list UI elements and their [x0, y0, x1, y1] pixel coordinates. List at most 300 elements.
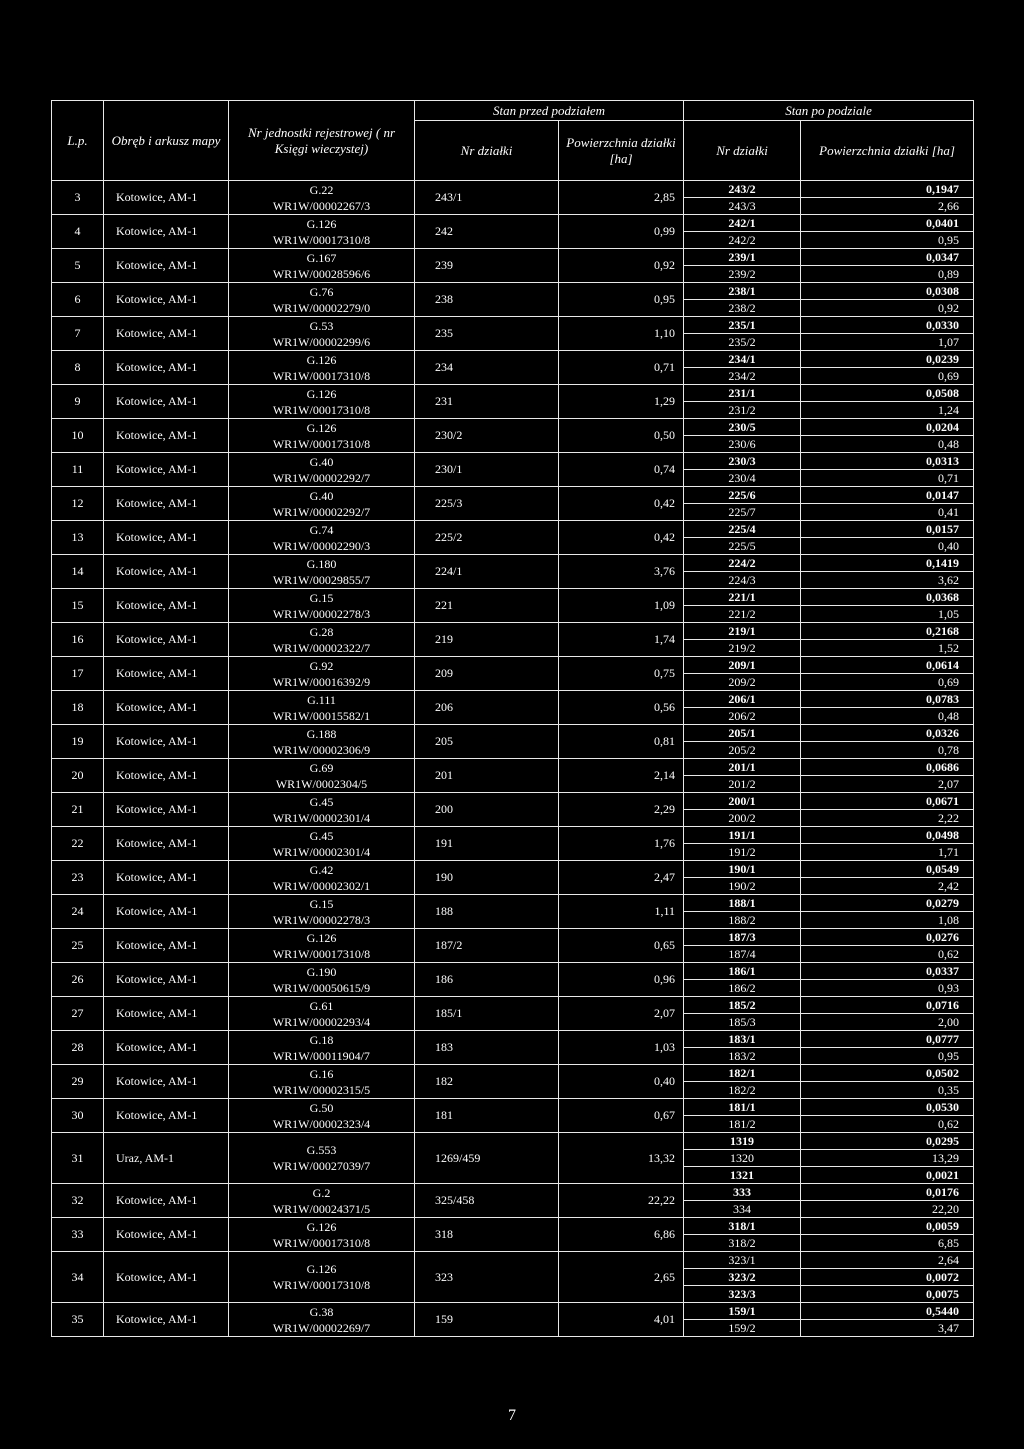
- row-lp: 19: [52, 725, 104, 759]
- row-powierzchnia: 2,29: [559, 793, 684, 827]
- row-jednostka: [229, 929, 415, 963]
- row-obreb: Kotowice, AM-1: [104, 419, 229, 453]
- after-nr-dzialki: 191/2: [684, 844, 801, 861]
- after-powierzchnia: 0,0075: [801, 1286, 974, 1303]
- row-obreb: Kotowice, AM-1: [104, 623, 229, 657]
- ksiega-wieczysta: WR1W/00017310/8: [272, 436, 371, 451]
- after-powierzchnia: 3,47: [801, 1320, 974, 1337]
- row-nr-dzialki: 234: [415, 351, 559, 385]
- row-obreb: Kotowice, AM-1: [104, 895, 229, 929]
- row-nr-dzialki: 235: [415, 317, 559, 351]
- after-nr-dzialki: 239/2: [684, 266, 801, 283]
- row-lp: 34: [52, 1252, 104, 1303]
- after-powierzchnia: 0,0368: [801, 589, 974, 606]
- row-lp: 15: [52, 589, 104, 623]
- ksiega-wieczysta: WR1W/00028596/6: [272, 266, 371, 281]
- ksiega-wieczysta: WR1W/00002293/4: [272, 1014, 371, 1029]
- after-nr-dzialki: 231/2: [684, 402, 801, 419]
- after-nr-dzialki: 201/2: [684, 776, 801, 793]
- after-powierzchnia: 0,0308: [801, 283, 974, 300]
- table-row: [52, 317, 974, 334]
- jednostka-number: G.38: [309, 1304, 334, 1319]
- ksiega-wieczysta: WR1W/00002301/4: [272, 810, 371, 825]
- table-row: [52, 555, 974, 572]
- after-powierzchnia: 0,69: [801, 368, 974, 385]
- row-jednostka: [229, 963, 415, 997]
- after-powierzchnia: 0,0508: [801, 385, 974, 402]
- after-powierzchnia: 0,0239: [801, 351, 974, 368]
- row-obreb: Kotowice, AM-1: [104, 249, 229, 283]
- row-obreb: Kotowice, AM-1: [104, 453, 229, 487]
- row-lp: 11: [52, 453, 104, 487]
- after-powierzchnia: 0,95: [801, 1048, 974, 1065]
- ksiega-wieczysta: WR1W/00017310/8: [272, 1278, 371, 1292]
- after-powierzchnia: 0,0401: [801, 215, 974, 232]
- row-jednostka: [229, 1218, 415, 1252]
- jednostka-number: G.50: [309, 1100, 334, 1115]
- row-nr-dzialki: 323: [415, 1252, 559, 1303]
- after-powierzchnia: 0,48: [801, 708, 974, 725]
- row-powierzchnia: 2,14: [559, 759, 684, 793]
- row-nr-dzialki: 224/1: [415, 555, 559, 589]
- after-nr-dzialki: 200/1: [684, 793, 801, 810]
- after-powierzchnia: 0,0671: [801, 793, 974, 810]
- row-lp: 27: [52, 997, 104, 1031]
- jednostka-number: G.18: [309, 1032, 334, 1047]
- after-powierzchnia: 0,62: [801, 1116, 974, 1133]
- after-powierzchnia: 2,64: [801, 1252, 974, 1269]
- row-obreb: Kotowice, AM-1: [104, 657, 229, 691]
- row-powierzchnia: 4,01: [559, 1303, 684, 1337]
- ksiega-wieczysta: WR1W/00002279/0: [272, 300, 371, 315]
- row-jednostka: [229, 623, 415, 657]
- row-powierzchnia: 1,11: [559, 895, 684, 929]
- after-powierzchnia: 0,0295: [801, 1133, 974, 1150]
- row-lp: 9: [52, 385, 104, 419]
- row-powierzchnia: 0,42: [559, 521, 684, 555]
- ksiega-wieczysta: WR1W/00017310/8: [272, 402, 371, 417]
- row-nr-dzialki: 182: [415, 1065, 559, 1099]
- jednostka-number: G.76: [309, 284, 334, 299]
- after-powierzchnia: 0,0777: [801, 1031, 974, 1048]
- after-nr-dzialki: 206/1: [684, 691, 801, 708]
- row-lp: 4: [52, 215, 104, 249]
- row-lp: 17: [52, 657, 104, 691]
- ksiega-wieczysta: WR1W/00002302/1: [272, 878, 371, 893]
- row-powierzchnia: 0,92: [559, 249, 684, 283]
- after-powierzchnia: 0,1947: [801, 181, 974, 198]
- row-obreb: Kotowice, AM-1: [104, 861, 229, 895]
- table-row: [52, 283, 974, 300]
- after-nr-dzialki: 159/1: [684, 1303, 801, 1320]
- row-lp: 22: [52, 827, 104, 861]
- ksiega-wieczysta: WR1W/00017310/8: [272, 1235, 371, 1250]
- row-lp: 23: [52, 861, 104, 895]
- row-powierzchnia: 22,22: [559, 1184, 684, 1218]
- header-nr-dzialki: Nr działki: [415, 121, 559, 181]
- row-jednostka: [229, 181, 415, 215]
- after-nr-dzialki: 242/2: [684, 232, 801, 249]
- row-powierzchnia: 1,76: [559, 827, 684, 861]
- row-nr-dzialki: 231: [415, 385, 559, 419]
- after-nr-dzialki: 181/2: [684, 1116, 801, 1133]
- after-nr-dzialki: 234/2: [684, 368, 801, 385]
- header-nr-dzialki-po: Nr działki: [684, 121, 801, 181]
- after-nr-dzialki: 182/2: [684, 1082, 801, 1099]
- row-lp: 16: [52, 623, 104, 657]
- row-jednostka: [229, 691, 415, 725]
- jednostka-number: G.111: [307, 692, 336, 707]
- after-nr-dzialki: 209/1: [684, 657, 801, 674]
- after-nr-dzialki: 159/2: [684, 1320, 801, 1337]
- row-nr-dzialki: 318: [415, 1218, 559, 1252]
- jednostka-number: G.126: [306, 216, 337, 231]
- row-nr-dzialki: 243/1: [415, 181, 559, 215]
- row-jednostka: [229, 827, 415, 861]
- row-powierzchnia: 0,74: [559, 453, 684, 487]
- row-jednostka: [229, 1252, 415, 1303]
- after-nr-dzialki: 205/1: [684, 725, 801, 742]
- jednostka-number: G.126: [306, 930, 337, 945]
- table-row: [52, 351, 974, 368]
- after-powierzchnia: 2,00: [801, 1014, 974, 1031]
- jednostka-number: G.69: [309, 760, 334, 775]
- after-powierzchnia: 0,0614: [801, 657, 974, 674]
- after-powierzchnia: 0,0157: [801, 521, 974, 538]
- after-nr-dzialki: 224/2: [684, 555, 801, 572]
- row-jednostka: [229, 895, 415, 929]
- after-nr-dzialki: 334: [684, 1201, 801, 1218]
- row-nr-dzialki: 238: [415, 283, 559, 317]
- after-nr-dzialki: 230/5: [684, 419, 801, 436]
- jednostka-number: G.190: [306, 964, 337, 979]
- row-jednostka: [229, 351, 415, 385]
- row-jednostka: [229, 725, 415, 759]
- row-lp: 6: [52, 283, 104, 317]
- row-obreb: Kotowice, AM-1: [104, 555, 229, 589]
- after-nr-dzialki: 243/2: [684, 181, 801, 198]
- table-body: [52, 181, 974, 1337]
- row-nr-dzialki: 191: [415, 827, 559, 861]
- after-nr-dzialki: 206/2: [684, 708, 801, 725]
- row-lp: 13: [52, 521, 104, 555]
- jednostka-number: G.42: [309, 862, 334, 877]
- after-nr-dzialki: 242/1: [684, 215, 801, 232]
- ksiega-wieczysta: WR1W/00029855/7: [272, 572, 371, 587]
- after-nr-dzialki: 235/2: [684, 334, 801, 351]
- after-nr-dzialki: 225/7: [684, 504, 801, 521]
- row-nr-dzialki: 205: [415, 725, 559, 759]
- after-powierzchnia: 1,08: [801, 912, 974, 929]
- row-nr-dzialki: 188: [415, 895, 559, 929]
- jednostka-number: G.40: [309, 454, 334, 469]
- table-row: [52, 793, 974, 810]
- after-powierzchnia: 0,0072: [801, 1269, 974, 1286]
- after-nr-dzialki: 1321: [684, 1167, 801, 1184]
- ksiega-wieczysta: WR1W/00050615/9: [272, 980, 371, 995]
- after-nr-dzialki: 234/1: [684, 351, 801, 368]
- row-nr-dzialki: 159: [415, 1303, 559, 1337]
- table-row: [52, 1133, 974, 1150]
- after-powierzchnia: 0,0686: [801, 759, 974, 776]
- parcel-division-table: [51, 100, 974, 1337]
- row-jednostka: [229, 215, 415, 249]
- row-jednostka: [229, 317, 415, 351]
- after-powierzchnia: 2,07: [801, 776, 974, 793]
- row-obreb: Kotowice, AM-1: [104, 385, 229, 419]
- jednostka-number: G.74: [309, 522, 334, 537]
- jednostka-number: G.45: [309, 794, 334, 809]
- after-powierzchnia: 0,0337: [801, 963, 974, 980]
- row-lp: 21: [52, 793, 104, 827]
- row-obreb: Kotowice, AM-1: [104, 725, 229, 759]
- after-nr-dzialki: 221/1: [684, 589, 801, 606]
- after-powierzchnia: 0,1419: [801, 555, 974, 572]
- row-powierzchnia: 2,65: [559, 1252, 684, 1303]
- row-obreb: Uraz, AM-1: [104, 1133, 229, 1184]
- ksiega-wieczysta: WR1W/00024371/5: [272, 1201, 371, 1216]
- after-nr-dzialki: 225/4: [684, 521, 801, 538]
- after-powierzchnia: 0,0502: [801, 1065, 974, 1082]
- after-nr-dzialki: 219/1: [684, 623, 801, 640]
- after-powierzchnia: 0,93: [801, 980, 974, 997]
- after-nr-dzialki: 191/1: [684, 827, 801, 844]
- ksiega-wieczysta: WR1W/00002315/5: [272, 1082, 371, 1097]
- jednostka-number: G.126: [306, 386, 337, 401]
- row-nr-dzialki: 225/2: [415, 521, 559, 555]
- row-lp: 24: [52, 895, 104, 929]
- jednostka-number: G.61: [309, 998, 334, 1013]
- row-obreb: Kotowice, AM-1: [104, 521, 229, 555]
- after-powierzchnia: 0,5440: [801, 1303, 974, 1320]
- after-powierzchnia: 1,24: [801, 402, 974, 419]
- after-powierzchnia: 2,66: [801, 198, 974, 215]
- after-powierzchnia: 1,05: [801, 606, 974, 623]
- row-nr-dzialki: 183: [415, 1031, 559, 1065]
- row-lp: 5: [52, 249, 104, 283]
- row-nr-dzialki: 242: [415, 215, 559, 249]
- row-obreb: Kotowice, AM-1: [104, 691, 229, 725]
- row-nr-dzialki: 185/1: [415, 997, 559, 1031]
- jednostka-number: G.167: [306, 250, 337, 265]
- row-nr-dzialki: 200: [415, 793, 559, 827]
- row-obreb: Kotowice, AM-1: [104, 1218, 229, 1252]
- row-powierzchnia: 1,10: [559, 317, 684, 351]
- table-row: [52, 1065, 974, 1082]
- after-nr-dzialki: 231/1: [684, 385, 801, 402]
- after-nr-dzialki: 1319: [684, 1133, 801, 1150]
- header-stan-przed: Stan przed podziałem: [415, 101, 684, 121]
- row-obreb: Kotowice, AM-1: [104, 487, 229, 521]
- after-powierzchnia: 0,0176: [801, 1184, 974, 1201]
- table-row: [52, 657, 974, 674]
- after-nr-dzialki: 224/3: [684, 572, 801, 589]
- row-powierzchnia: 0,75: [559, 657, 684, 691]
- after-powierzchnia: 3,62: [801, 572, 974, 589]
- jednostka-number: G.92: [309, 658, 334, 673]
- jednostka-number: G.126: [306, 1219, 337, 1234]
- jednostka-number: G.2: [312, 1185, 331, 1200]
- ksiega-wieczysta: WR1W/00011904/7: [273, 1048, 370, 1063]
- after-nr-dzialki: 187/4: [684, 946, 801, 963]
- after-nr-dzialki: 200/2: [684, 810, 801, 827]
- row-obreb: Kotowice, AM-1: [104, 283, 229, 317]
- after-powierzchnia: 22,20: [801, 1201, 974, 1218]
- row-nr-dzialki: 219: [415, 623, 559, 657]
- after-powierzchnia: 0,92: [801, 300, 974, 317]
- row-lp: 30: [52, 1099, 104, 1133]
- after-nr-dzialki: 230/3: [684, 453, 801, 470]
- table-row: [52, 623, 974, 640]
- ksiega-wieczysta: WR1W/00017310/8: [272, 232, 371, 247]
- table-row: [52, 419, 974, 436]
- after-powierzchnia: 0,0330: [801, 317, 974, 334]
- row-obreb: Kotowice, AM-1: [104, 1184, 229, 1218]
- row-powierzchnia: 6,86: [559, 1218, 684, 1252]
- row-powierzchnia: 1,09: [559, 589, 684, 623]
- after-powierzchnia: 0,95: [801, 232, 974, 249]
- table-row: [52, 215, 974, 232]
- row-jednostka: [229, 555, 415, 589]
- row-powierzchnia: 0,67: [559, 1099, 684, 1133]
- row-lp: 10: [52, 419, 104, 453]
- after-nr-dzialki: 185/3: [684, 1014, 801, 1031]
- after-nr-dzialki: 225/5: [684, 538, 801, 555]
- row-jednostka: [229, 861, 415, 895]
- after-nr-dzialki: 183/2: [684, 1048, 801, 1065]
- table-row: [52, 181, 974, 198]
- after-nr-dzialki: 219/2: [684, 640, 801, 657]
- ksiega-wieczysta: WR1W/00027039/7: [272, 1159, 371, 1173]
- jednostka-number: G.180: [306, 556, 337, 571]
- row-jednostka: [229, 1099, 415, 1133]
- row-lp: 31: [52, 1133, 104, 1184]
- ksiega-wieczysta: WR1W/00002267/3: [272, 198, 371, 213]
- row-obreb: Kotowice, AM-1: [104, 1303, 229, 1337]
- row-powierzchnia: 1,03: [559, 1031, 684, 1065]
- jednostka-number: G.40: [309, 488, 334, 503]
- table-row: [52, 895, 974, 912]
- row-nr-dzialki: 181: [415, 1099, 559, 1133]
- after-nr-dzialki: 318/1: [684, 1218, 801, 1235]
- row-nr-dzialki: 186: [415, 963, 559, 997]
- after-nr-dzialki: 230/4: [684, 470, 801, 487]
- after-powierzchnia: 0,0347: [801, 249, 974, 266]
- after-nr-dzialki: 323/3: [684, 1286, 801, 1303]
- row-jednostka: [229, 487, 415, 521]
- row-powierzchnia: 0,99: [559, 215, 684, 249]
- row-powierzchnia: 3,76: [559, 555, 684, 589]
- row-obreb: Kotowice, AM-1: [104, 1099, 229, 1133]
- row-nr-dzialki: 239: [415, 249, 559, 283]
- row-obreb: Kotowice, AM-1: [104, 759, 229, 793]
- row-obreb: Kotowice, AM-1: [104, 929, 229, 963]
- ksiega-wieczysta: WR1W/00002299/6: [272, 334, 371, 349]
- after-powierzchnia: 0,2168: [801, 623, 974, 640]
- row-lp: 28: [52, 1031, 104, 1065]
- table-row: [52, 1218, 974, 1235]
- after-powierzchnia: 0,48: [801, 436, 974, 453]
- row-powierzchnia: 1,74: [559, 623, 684, 657]
- table-row: [52, 997, 974, 1014]
- row-jednostka: [229, 419, 415, 453]
- after-powierzchnia: 1,52: [801, 640, 974, 657]
- row-lp: 14: [52, 555, 104, 589]
- row-lp: 32: [52, 1184, 104, 1218]
- after-nr-dzialki: 1320: [684, 1150, 801, 1167]
- ksiega-wieczysta: WR1W/00002301/4: [272, 844, 371, 859]
- table-row: [52, 759, 974, 776]
- after-powierzchnia: 0,0530: [801, 1099, 974, 1116]
- after-nr-dzialki: 221/2: [684, 606, 801, 623]
- row-nr-dzialki: 230/1: [415, 453, 559, 487]
- row-obreb: Kotowice, AM-1: [104, 1252, 229, 1303]
- table-row: [52, 929, 974, 946]
- jednostka-number: G.15: [309, 590, 334, 605]
- row-jednostka: [229, 453, 415, 487]
- table-row: [52, 521, 974, 538]
- after-powierzchnia: 0,0783: [801, 691, 974, 708]
- after-nr-dzialki: 188/1: [684, 895, 801, 912]
- ksiega-wieczysta: WR1W/00002322/7: [272, 640, 371, 655]
- after-powierzchnia: 2,42: [801, 878, 974, 895]
- row-lp: 33: [52, 1218, 104, 1252]
- after-powierzchnia: 2,22: [801, 810, 974, 827]
- after-powierzchnia: 1,07: [801, 334, 974, 351]
- row-lp: 29: [52, 1065, 104, 1099]
- row-obreb: Kotowice, AM-1: [104, 1065, 229, 1099]
- row-powierzchnia: 0,56: [559, 691, 684, 725]
- row-obreb: Kotowice, AM-1: [104, 963, 229, 997]
- ksiega-wieczysta: WR1W/0002304/5: [275, 776, 368, 791]
- table-row: [52, 861, 974, 878]
- header-stan-po: Stan po podziale: [684, 101, 974, 121]
- after-nr-dzialki: 318/2: [684, 1235, 801, 1252]
- after-powierzchnia: 0,0204: [801, 419, 974, 436]
- row-obreb: Kotowice, AM-1: [104, 793, 229, 827]
- after-powierzchnia: 0,0279: [801, 895, 974, 912]
- row-obreb: Kotowice, AM-1: [104, 317, 229, 351]
- after-nr-dzialki: 209/2: [684, 674, 801, 691]
- ksiega-wieczysta: WR1W/00002269/7: [272, 1320, 371, 1335]
- row-powierzchnia: 0,40: [559, 1065, 684, 1099]
- table-row: [52, 1184, 974, 1201]
- row-lp: 8: [52, 351, 104, 385]
- after-nr-dzialki: 230/6: [684, 436, 801, 453]
- row-jednostka: [229, 1303, 415, 1337]
- row-jednostka: [229, 249, 415, 283]
- table-row: [52, 725, 974, 742]
- row-jednostka: [229, 997, 415, 1031]
- after-nr-dzialki: 188/2: [684, 912, 801, 929]
- table-row: [52, 453, 974, 470]
- jednostka-number: G.22: [309, 182, 334, 197]
- row-jednostka: [229, 759, 415, 793]
- row-nr-dzialki: 209: [415, 657, 559, 691]
- after-nr-dzialki: 181/1: [684, 1099, 801, 1116]
- row-lp: 7: [52, 317, 104, 351]
- row-jednostka: [229, 1065, 415, 1099]
- header-obreb: Obręb i arkusz mapy: [104, 101, 229, 181]
- ksiega-wieczysta: WR1W/00015582/1: [272, 708, 371, 723]
- after-powierzchnia: 0,0498: [801, 827, 974, 844]
- after-powierzchnia: 0,0021: [801, 1167, 974, 1184]
- after-nr-dzialki: 238/1: [684, 283, 801, 300]
- row-jednostka: [229, 657, 415, 691]
- after-powierzchnia: 0,0549: [801, 861, 974, 878]
- row-powierzchnia: 0,81: [559, 725, 684, 759]
- row-powierzchnia: 0,65: [559, 929, 684, 963]
